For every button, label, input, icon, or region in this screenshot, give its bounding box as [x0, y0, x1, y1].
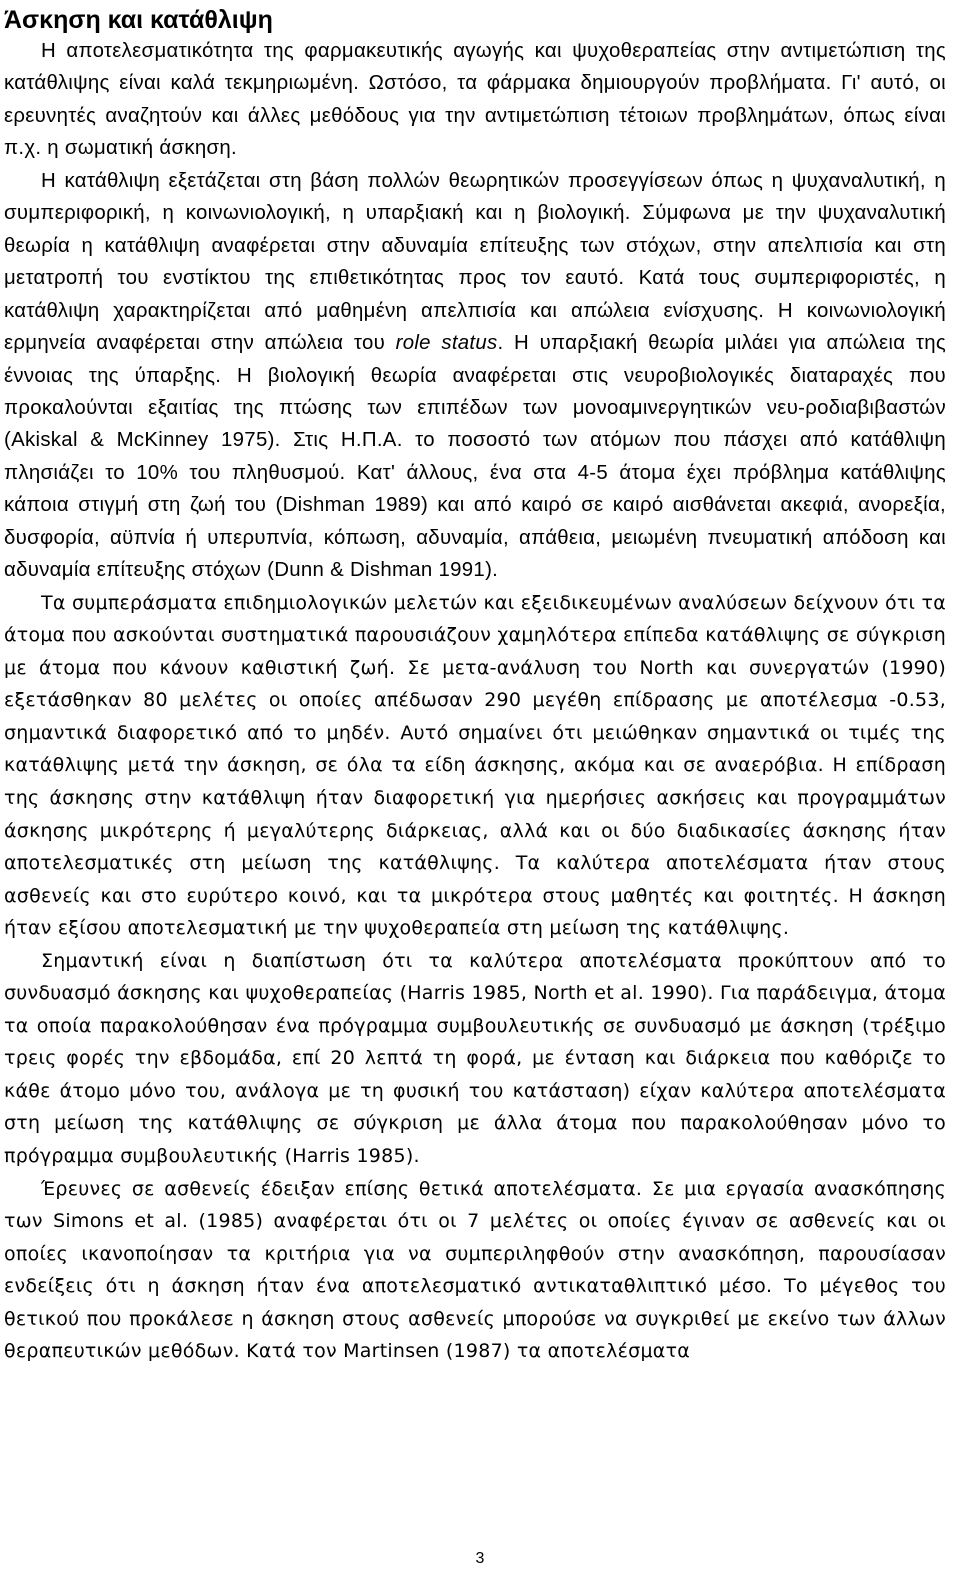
paragraph-intro: Η αποτελεσματικότητα της φαρμακευτικής αγωγής και ψυχοθεραπείας στην αντιμετώπιση της κατάθλιψης είναι καλά τεκμηριωμένη. Ωστόσο, τα φάρμακα δημιουργούν προβλήματα. Γι' αυτό, οι ερευνητές αναζητούν και άλλες μεθόδους για την αντιμετώπιση τέτοιων προβλημάτων, όπως είναι π.χ. η σωματική άσκηση. [4, 40, 946, 160]
page-number: 3 [475, 1550, 485, 1567]
paragraph-combination: Σημαντική είναι η διαπίστωση ότι τα καλύτερα αποτελέσματα προκύπτουν από το συνδυασμό άσκησης και ψυχοθεραπείας (Harris 1985, North et al. 1990). Για παράδειγμα, άτομα τα οποία παρακολούθησαν ένα πρόγραμμα συμβουλευτικής σε συνδυασμό με άσκηση (τρέξιμο τρεις φορές την εβδομάδα, επί 20 λεπτά τη φορά, με ένταση και διάρκεια που καθόριζε το κάθε άτομο μόνο του, ανάλογα με τη φυσική του κατάσταση) είχαν καλύτερα αποτελέσματα στη μείωση της κατάθλιψης σε σύγκριση με άλλα άτομα που παρακολούθησαν μόνο το πρόγραμμα συμβουλευτικής (Harris 1985). [4, 949, 946, 1167]
paragraph-theories [4, 165, 946, 587]
paragraph-theories-text-1: Η κατάθλιψη εξετάζεται στη βάση πολλών θεωρητικών προσεγγίσεων όπως η ψυχαναλυτική, η συμπεριφορική, η κοινωνιολογική, η υπαρξιακή και η βιολογική. Σύμφωνα με την ψυχαναλυτική θεωρία η κατάθλιψη αναφέρεται στην αδυναμία επίτευξης των στόχων, στην απελπισία και στη μετατροπή του ενστίκτου της επιθετικότητας προς τον εαυτό. Κατά τους συμπεριφοριστές, η κατάθλιψη χαρακτηρίζεται από μαθημένη απελπισία και απώλεια ενίσχυσης. Η κοινωνιολογική ερμηνεία αναφέρεται στην απώλεια του [4, 169, 946, 355]
paragraph-epidemiology: Τα συμπεράσματα επιδημιολογικών μελετών και εξειδικευμένων αναλύσεων δείχνουν ότι τα άτομα που ασκούνται συστηματικά παρουσιάζουν χαμηλότερα επίπεδα κατάθλιψης σε σύγκριση με άτομα που κάνουν καθιστική ζωή. Σε μετα-ανάλυση του North και συνεργατών (1990) εξετάσθηκαν 80 μελέτες οι οποίες απέδωσαν 290 μεγέθη επίδρασης με αποτέλεσμα -0.53, σημαντικά διαφορετικό από το μηδέν. Αυτό σημαίνει ότι μειώθηκαν σημαντικά οι τιμές της κατάθλιψης μετά την άσκηση, σε όλα τα είδη άσκησης, ακόμα και σε αναερόβια. Η επίδραση της άσκησης στην κατάθλιψη ήταν διαφορετική για ημερήσιες ασκήσεις και προγραμμάτων άσκησης μικρότερης ή μεγαλύτερης διάρκειας, αλλά και οι δύο διαδικασίες άσκησης ήταν αποτελεσματικές στη μείωση της κατάθλιψης. Τα καλύτερα αποτελέσματα ήταν στους ασθενείς και στο ευρύτερο κοινό, και τα μικρότερα στους μαθητές και φοιτητές. Η άσκηση ήταν εξίσου αποτελεσματική με την ψυχοθεραπεία στη μείωση της κατάθλιψης. [4, 591, 946, 940]
paragraph-patients: Έρευνες σε ασθενείς έδειξαν επίσης θετικά αποτελέσματα. Σε μια εργασία ανασκόπησης των Simons et al. (1985) αναφέρεται ότι οι 7 μελέτες οι οποίες έγιναν σε ασθενείς και οι οποίες ικανοποίησαν τα κριτήρια για να συμπεριληφθούν στην ανασκόπηση, παρουσίασαν ενδείξεις ότι η άσκηση ήταν ένα αποτελεσματικό αντικαταθλιπτικό μέσο. Το μέγεθος του θετικού που προκάλεσε η άσκηση στους ασθενείς μπορούσε να συγκριθεί με εκείνο των άλλων θεραπευτικών μεθόδων. Κατά τον Martinsen (1987) τα αποτελέσματα [4, 1177, 946, 1363]
body-text [4, 35, 946, 1368]
section-heading: Άσκηση και κατάθλιψη [4, 6, 273, 34]
paragraph-theories-text-2: . Η υπαρξιακή θεωρία μιλάει για απώλεια της έννοιας της ύπαρξης. Η βιολογική θεωρία αναφέρεται στις νευροβιολογικές διαταραχές που προκαλούνται εξαιτίας της πτώσης των επιπέδων των μονοαμινεργητικών νευ-ροδιαβιβαστών (Akiskal & McKinney 1975). Στις Η.Π.Α. το ποσοστό των ατόμων που πάσχει από κατάθλιψη πλησιάζει το 10% του πληθυσμού. Κατ' άλλους, ένα στα 4-5 άτομα έχει πρόβλημα κατάθλιψης κάποια στιγμή στη ζωή του (Dishman 1989) και από καιρό σε καιρό αισθάνεται ακεφιά, ανορεξία, δυσφορία, αϋπνία ή υπερυπνία, κόπωση, αδυναμία, απάθεια, μειωμένη πνευματική απόδοση και αδυναμία επίτευξης στόχων (Dunn & Dishman 1991). [4, 332, 946, 582]
italic-term-role-status: role status [395, 332, 498, 355]
